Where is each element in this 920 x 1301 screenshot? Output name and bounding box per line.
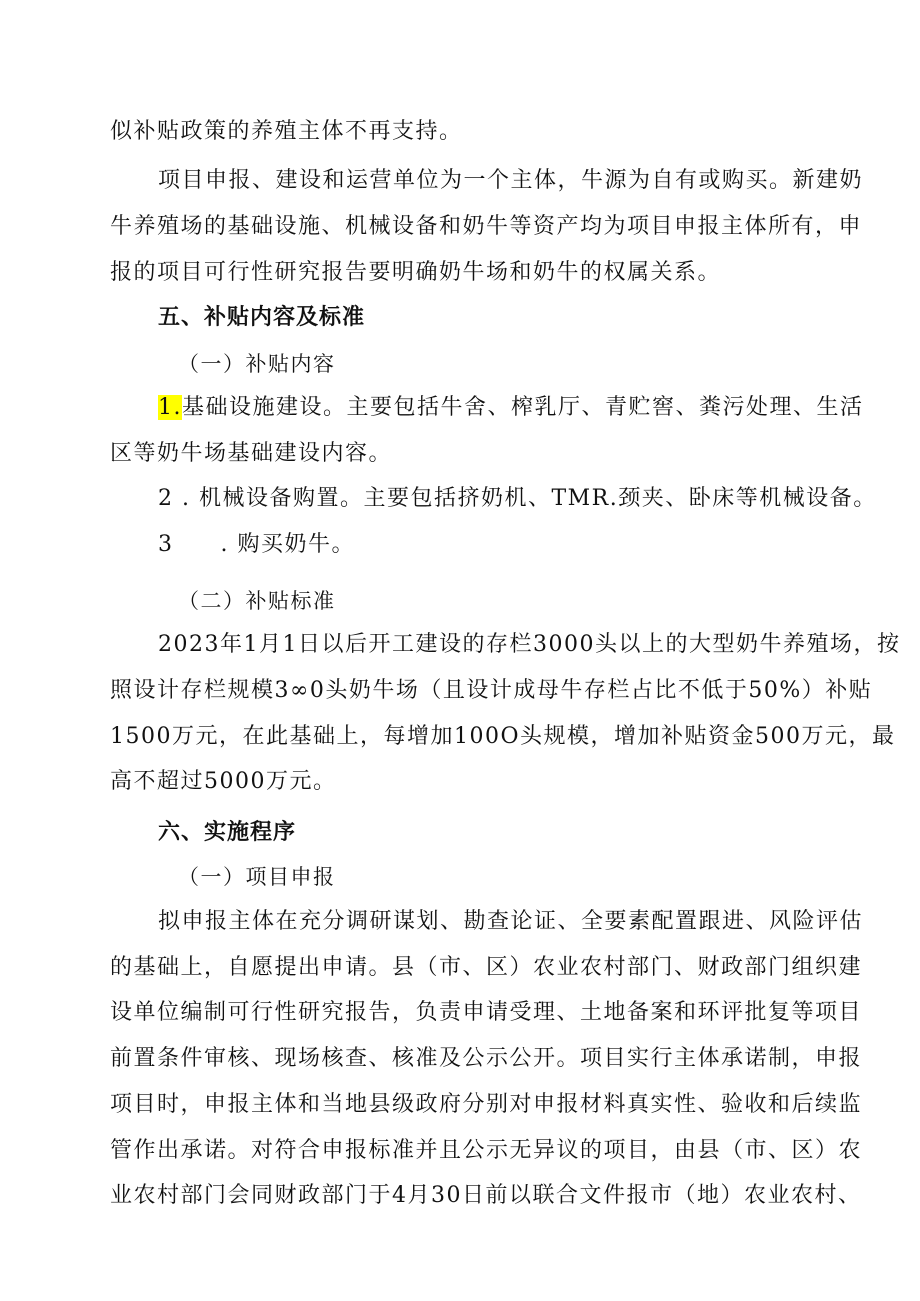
paragraph-line: 项目时，申报主体和当地县级政府分别对申报材料真实性、验收和后续监 <box>110 1092 863 1117</box>
list-item-text: 基础设施建设。主要包括牛舍、榨乳厅、青贮窖、粪污处理、生活 <box>182 395 864 420</box>
list-item: 2 . 机械设备购置。主要包括挤奶机、TMR.颈夹、卧床等机械设备。 <box>158 486 877 511</box>
paragraph-line: 高不超过5000万元。 <box>110 769 337 794</box>
paragraph-line: 的基础上，自愿提出申请。县（市、区）农业农村部门、财政部门组织建 <box>110 955 863 980</box>
paragraph-line: 区等奶牛场基础建设内容。 <box>110 441 393 466</box>
paragraph-line: 业农村部门会同财政部门于4月30日前以联合文件报市（地）农业农村、 <box>110 1183 862 1208</box>
subsection-heading: （一）补贴内容 <box>178 352 336 376</box>
list-item-number: 1. <box>158 395 182 420</box>
paragraph-line: 报的项目可行性研究报告要明确奶牛场和奶牛的权属关系。 <box>110 260 722 285</box>
paragraph-line: 管作出承诺。对符合申报标准并且公示无异议的项目，由县（市、区）农 <box>110 1138 863 1163</box>
list-item: 3 . 购买奶牛。 <box>158 532 355 557</box>
paragraph-line: 项目申报、建设和运营单位为一个主体，牛源为自有或购买。新建奶 <box>158 168 864 193</box>
section-heading: 六、实施程序 <box>158 820 297 845</box>
paragraph-line: 似补贴政策的养殖主体不再支持。 <box>110 119 463 144</box>
paragraph-line: 设单位编制可行性研究报告，负责申请受理、土地备案和环评批复等项目 <box>110 1000 863 1025</box>
section-heading: 五、补贴内容及标准 <box>158 305 366 330</box>
subsection-heading: （二）补贴标准 <box>178 589 336 613</box>
subsection-heading: （一）项目申报 <box>178 865 336 889</box>
paragraph-line: 牛养殖场的基础设施、机械设备和奶牛等资产均为项目申报主体所有，申 <box>110 214 863 239</box>
paragraph-line: 2023年1月1日以后开工建设的存栏3000头以上的大型奶牛养殖场，按 <box>158 632 901 657</box>
paragraph-line: 照设计存栏规模3∞0头奶牛场（且设计成母牛存栏占比不低于50%）补贴 <box>110 678 873 703</box>
paragraph-line: 1500万元，在此基础上，每增加100O头规模，增加补贴资金500万元，最 <box>110 724 896 749</box>
paragraph-line: 前置条件审核、现场核查、核准及公示公开。项目实行主体承诺制，申报 <box>110 1046 863 1071</box>
list-item <box>158 393 864 423</box>
paragraph-line: 拟申报主体在充分调研谋划、勘查论证、全要素配置跟进、风险评估 <box>158 909 864 934</box>
